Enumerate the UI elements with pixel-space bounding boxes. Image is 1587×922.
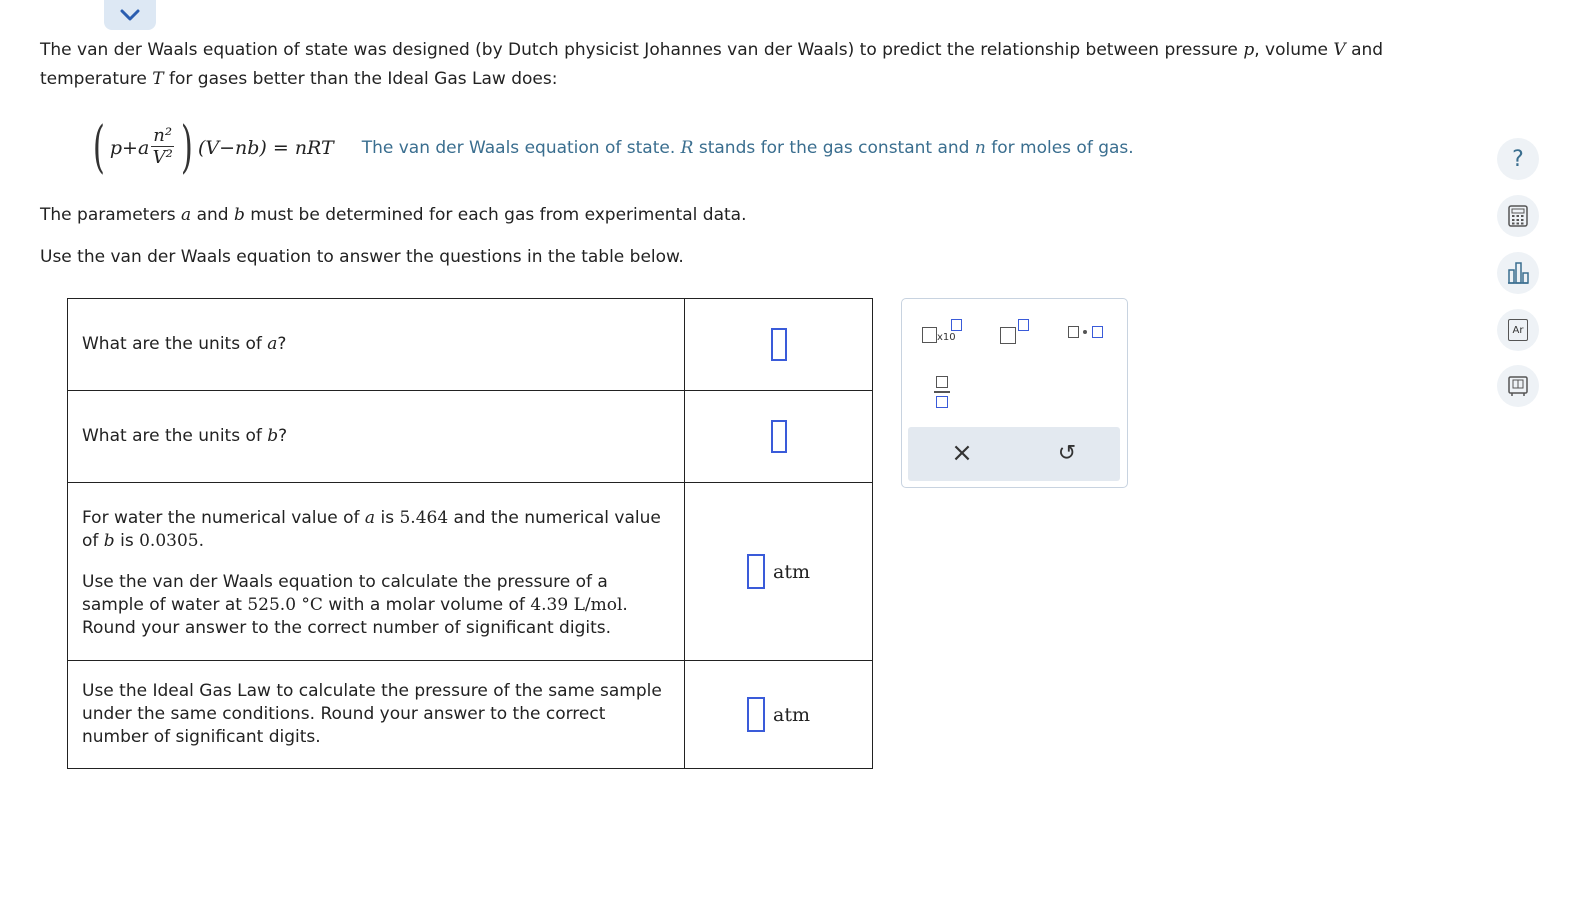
periodic-table-icon: Ar: [1508, 319, 1528, 341]
units-b-input[interactable]: [771, 420, 787, 453]
help-button[interactable]: [1497, 138, 1539, 180]
question-ideal-pressure: Use the Ideal Gas Law to calculate the pressure of the same sample under the same conditions. Round your answer to the correct number of significant digits.: [68, 661, 685, 769]
math-palette: [901, 298, 1128, 488]
collapse-button[interactable]: [104, 0, 156, 30]
answer-cell-units-b: [685, 391, 873, 483]
book-icon: [1507, 375, 1529, 397]
ideal-pressure-input[interactable]: [747, 697, 765, 732]
x10-label: x10: [937, 332, 956, 343]
fraction-button[interactable]: [932, 375, 952, 409]
table-row: [68, 391, 873, 483]
eq-frac-den: V²: [152, 147, 173, 168]
question-table: [67, 298, 873, 769]
undo-icon: ↺: [1057, 440, 1077, 466]
data-chart-button[interactable]: [1497, 252, 1539, 294]
unit-atm: atm: [773, 703, 810, 726]
var-T: T: [152, 69, 164, 89]
var-V: V: [1333, 40, 1346, 60]
table-row: [68, 661, 873, 769]
question-vdw-pressure: For water the numerical value of a is 5.464 and the numerical value of b is 0.0305. Use the van der Waals equation to calculate the pressure of a sample of water at 525.0 °C with a molar volume of 4.39 L/mol. Round your answer to the correct number of significant digits.: [68, 483, 685, 661]
chevron-down-icon: [119, 8, 141, 22]
eq-right: (V−nb) = nRT: [197, 136, 334, 159]
periodic-table-button[interactable]: [1497, 309, 1539, 351]
close-icon: ×: [951, 438, 973, 468]
var-p: p: [1243, 40, 1255, 60]
eq-frac-num: n²: [153, 125, 173, 146]
reference-button[interactable]: [1497, 365, 1539, 407]
superscript-button[interactable]: [998, 319, 1032, 347]
table-row: [68, 299, 873, 391]
eq-caption: The van der Waals equation of state. R stands for the gas constant and n for moles of gas.: [361, 137, 1134, 158]
help-icon: ?: [1512, 146, 1524, 172]
calculator-button[interactable]: [1497, 195, 1539, 237]
unit-atm: atm: [773, 560, 810, 583]
palette-action-bar: [908, 427, 1120, 481]
vdw-pressure-input[interactable]: [747, 554, 765, 589]
answer-cell-vdw-pressure: [685, 483, 873, 661]
clear-button[interactable]: [946, 437, 978, 469]
units-a-input[interactable]: [771, 328, 787, 361]
params-paragraph: The parameters a and b must be determined for each gas from experimental data.: [40, 205, 747, 225]
table-row: [68, 483, 873, 661]
intro-paragraph: The van der Waals equation of state was designed (by Dutch physicist Johannes van der Waals) to predict the relationship between pressure p, volume V and temperature T for gases better than the Ideal Gas Law does:: [40, 40, 1384, 89]
eq-fraction: [151, 126, 174, 169]
answer-cell-units-a: [685, 299, 873, 391]
answer-cell-ideal-pressure: [685, 661, 873, 769]
calculator-icon: [1508, 205, 1528, 227]
scientific-notation-button[interactable]: [920, 319, 964, 347]
eq-left: p+a: [109, 136, 150, 159]
question-units-b: What are the units of b?: [68, 391, 685, 483]
instruction-paragraph: Use the van der Waals equation to answer the questions in the table below.: [40, 247, 684, 267]
bar-chart-icon: [1506, 261, 1530, 285]
multiply-dot-button[interactable]: [1066, 323, 1108, 343]
undo-button[interactable]: [1051, 437, 1083, 469]
question-units-a: What are the units of a?: [68, 299, 685, 391]
vdw-equation: ( p+a $\frac{\text{n²}}{\text{V²}}$ ) (V−nb) = nRT The van der Waals equation of state. R stands for the gas constant and n for moles of gas.: [92, 114, 1134, 180]
